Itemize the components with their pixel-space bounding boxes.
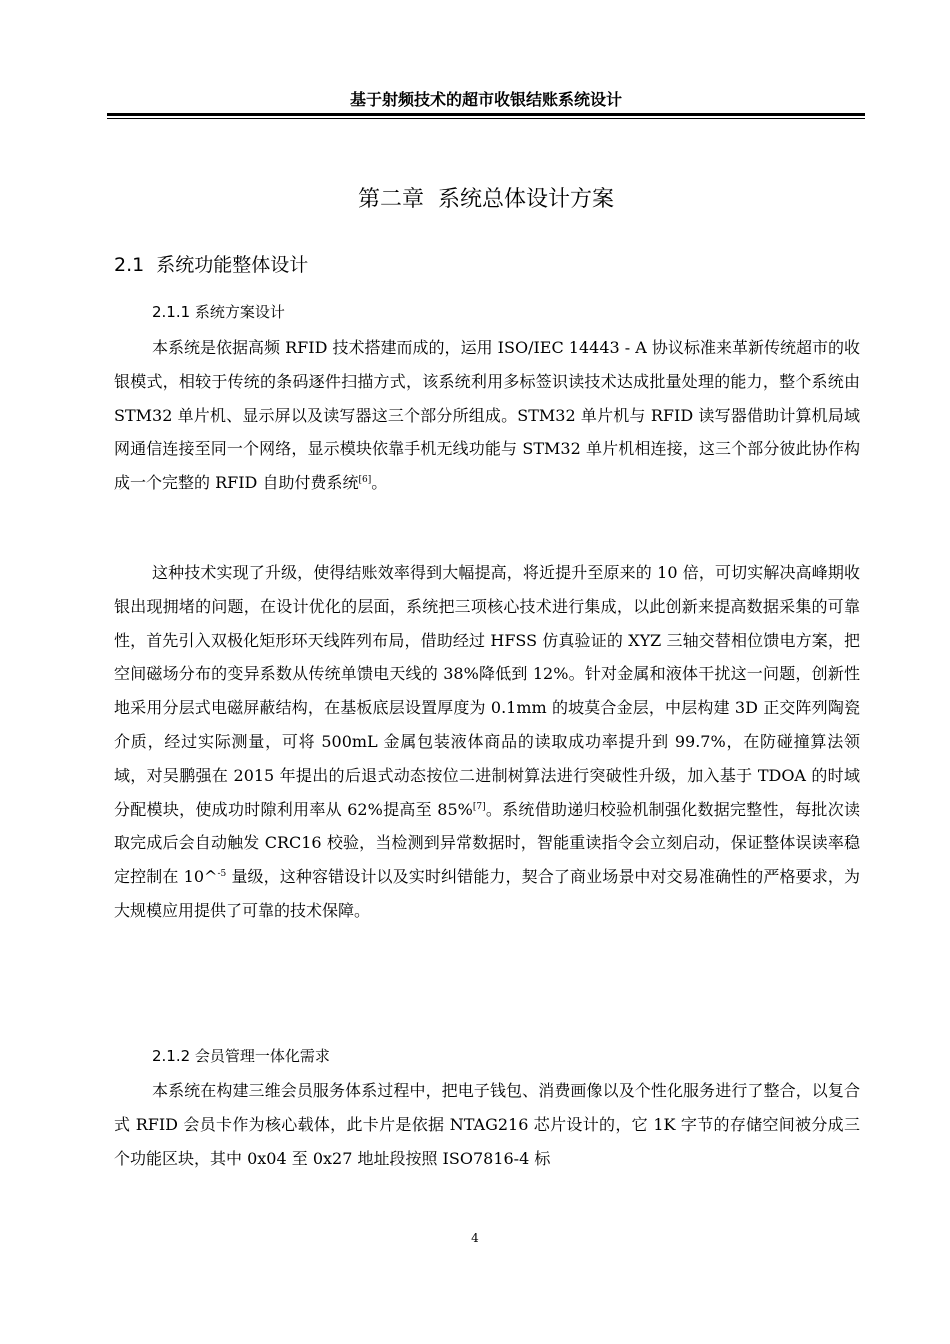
page-number: 4	[471, 1231, 479, 1245]
section-heading-2-1: 2.1 系统功能整体设计	[114, 254, 309, 276]
paragraph-member-management	[114, 1074, 860, 1175]
header-rule-thick	[107, 113, 865, 116]
paragraph-text: 这种技术实现了升级，使得结账效率得到大幅提高，将近提升至原来的 10 倍，可切实解决高峰期收银出现拥堵的问题，在设计优化的层面，系统把三项核心技术进行集成，以此创新来提高数据采集的可靠性，首先引入双极化矩形环天线阵列布局，借助经过 HFSS 仿真验证的 XYZ 三轴交替相位馈电方案，把空间磁场分布的变异系数从传统单馈电天线的 38%降低到 12%。针对金属和液体干扰这一问题，创新性地采用分层式电磁屏蔽结构，在基板底层设置厚度为 0.1mm 的坡莫合金层，中层构建 3D 正交阵列陶瓷介质，经过实际测量，可将 500mL 金属包装液体商品的读取成功率提升到 99.7%，在防碰撞算法领域，对吴鹏强在 2015 年提出的后退式动态按位二进制树算法进行突破性升级，加入基于 TDOA 的时域分配模块，使成功时隙利用率从 62%提高至 85%	[114, 563, 860, 819]
section-heading-2-1-2: 2.1.2 会员管理一体化需求	[152, 1047, 330, 1065]
paragraph-text-end: 。	[371, 473, 388, 493]
section-heading-2-1-1: 2.1.1 系统方案设计	[152, 303, 285, 321]
chapter-title: 第二章 系统总体设计方案	[358, 187, 614, 212]
paragraph-text: 本系统在构建三维会员服务体系过程中，把电子钱包、消费画像以及个性化服务进行了整合，以复合式 RFID 会员卡作为核心载体，此卡片是依据 NTAG216 芯片设计的，它 1K 字节的存储空间被分成三个功能区块，其中 0x04 至 0x27 地址段按照 ISO7816-4 标	[114, 1081, 860, 1168]
header-rule-thin	[107, 118, 865, 119]
paragraph-text-continued: 。系统借助递归校验机制强化数据完整性，每批次读取完成后会自动触发 CRC16 校验，当检测到异常数据时，智能重读指令会立刻启动，保证整体误读率稳定控制在 10^	[114, 799, 860, 887]
paragraph-system-overview	[114, 331, 860, 500]
citation-ref: [7]	[472, 801, 486, 812]
exponent: -5	[217, 869, 227, 880]
paragraph-text-final: 量级，这种容错设计以及实时纠错能力，契合了商业场景中对交易准确性的严格要求，为大规模应用提供了可靠的技术保障。	[114, 867, 860, 920]
paragraph-text: 本系统是依据高频 RFID 技术搭建而成的，运用 ISO/IEC 14443 - A 协议标准来革新传统超市的收银模式，相较于传统的条码逐件扫描方式，该系统利用多标签识读技术达成批量处理的能力，整个系统由 STM32 单片机、显示屏以及读写器这三个部分所组成。STM32 单片机与 RFID 读写器借助计算机局域网通信连接至同一个网络，显示模块依靠手机无线功能与 STM32 单片机相连接，这三个部分彼此协作构成一个完整的 RFID 自助付费系统	[114, 338, 860, 493]
paragraph-technology-upgrade	[114, 556, 860, 928]
running-header-title: 基于射频技术的超市收银结账系统设计	[349, 90, 622, 109]
citation-ref: [6]	[358, 475, 372, 486]
